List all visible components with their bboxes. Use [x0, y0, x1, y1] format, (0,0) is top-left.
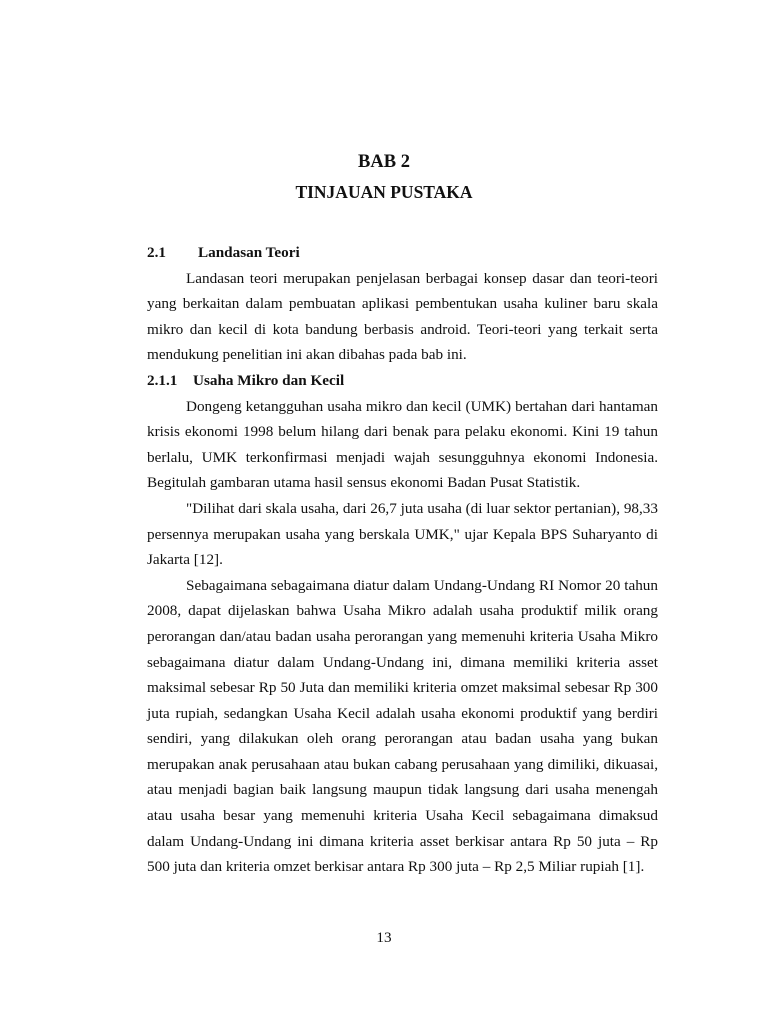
section-heading-2-1-1: [147, 368, 658, 394]
paragraph: Dongeng ketangguhan usaha mikro dan kecil (UMK) bertahan dari hantaman krisis ekonomi 1998 belum hilang dari benak para pelaku ekonomi. Kini 19 tahun berlalu, UMK terkonfirmasi menjadi wajah sesungguhnya ekonomi Indonesia. Begitulah gambaran utama hasil sensus ekonomi Badan Pusat Statistik.: [147, 397, 658, 492]
body-text: [147, 240, 658, 880]
paragraph: Sebagaimana sebagaimana diatur dalam Undang-Undang RI Nomor 20 tahun 2008, dapat dijelaskan bahwa Usaha Mikro adalah usaha produktif milik orang perorangan dan/atau badan usaha perorangan yang memenuhi kriteria Usaha Mikro sebagaimana diatur dalam Undang-Undang ini, dimana memiliki kriteria asset maksimal sebesar Rp 50 Juta dan memiliki kriteria omzet maksimal sebesar Rp 300 juta rupiah, sedangkan Usaha Kecil adalah usaha ekonomi produktif yang berdiri sendiri, yang dilakukan oleh orang perorangan atau badan usaha yang bukan merupakan anak perusahaan atau bukan cabang perusahaan yang dimiliki, dikuasai, atau menjadi bagian baik langsung maupun tidak langsung dari usaha menengah atau usaha besar yang memenuhi kriteria Usaha Kecil sebagaimana dimaksud dalam Undang-Undang ini dimana kriteria asset berkisar antara Rp 50 juta – Rp 500 juta dan kriteria omzet berkisar antara Rp 300 juta – Rp 2,5 Miliar rupiah [1].: [147, 576, 658, 876]
page-number: 13: [376, 929, 392, 946]
section-number: 2.1: [147, 244, 166, 261]
section-number: 2.1.1: [147, 371, 178, 389]
section-title: Usaha Mikro dan Kecil: [193, 371, 345, 389]
paragraph: Landasan teori merupakan penjelasan berbagai konsep dasar dan teori-teori yang berkaitan dalam pembuatan aplikasi pembentukan usaha kuliner baru skala mikro dan kecil di kota bandung berbasis android. Teori-teori yang terkait serta mendukung penelitian ini akan dibahas pada bab ini.: [147, 269, 658, 364]
section-heading-2-1: [147, 240, 658, 266]
paragraph: "Dilihat dari skala usaha, dari 26,7 juta usaha (di luar sektor pertanian), 98,33 persennya merupakan usaha yang berskala UMK," ujar Kepala BPS Suharyanto di Jakarta [12].: [147, 499, 658, 569]
chapter-number: BAB 2: [358, 152, 410, 172]
chapter-title: TINJAUAN PUSTAKA: [295, 182, 473, 202]
section-title: Landasan Teori: [198, 244, 300, 261]
